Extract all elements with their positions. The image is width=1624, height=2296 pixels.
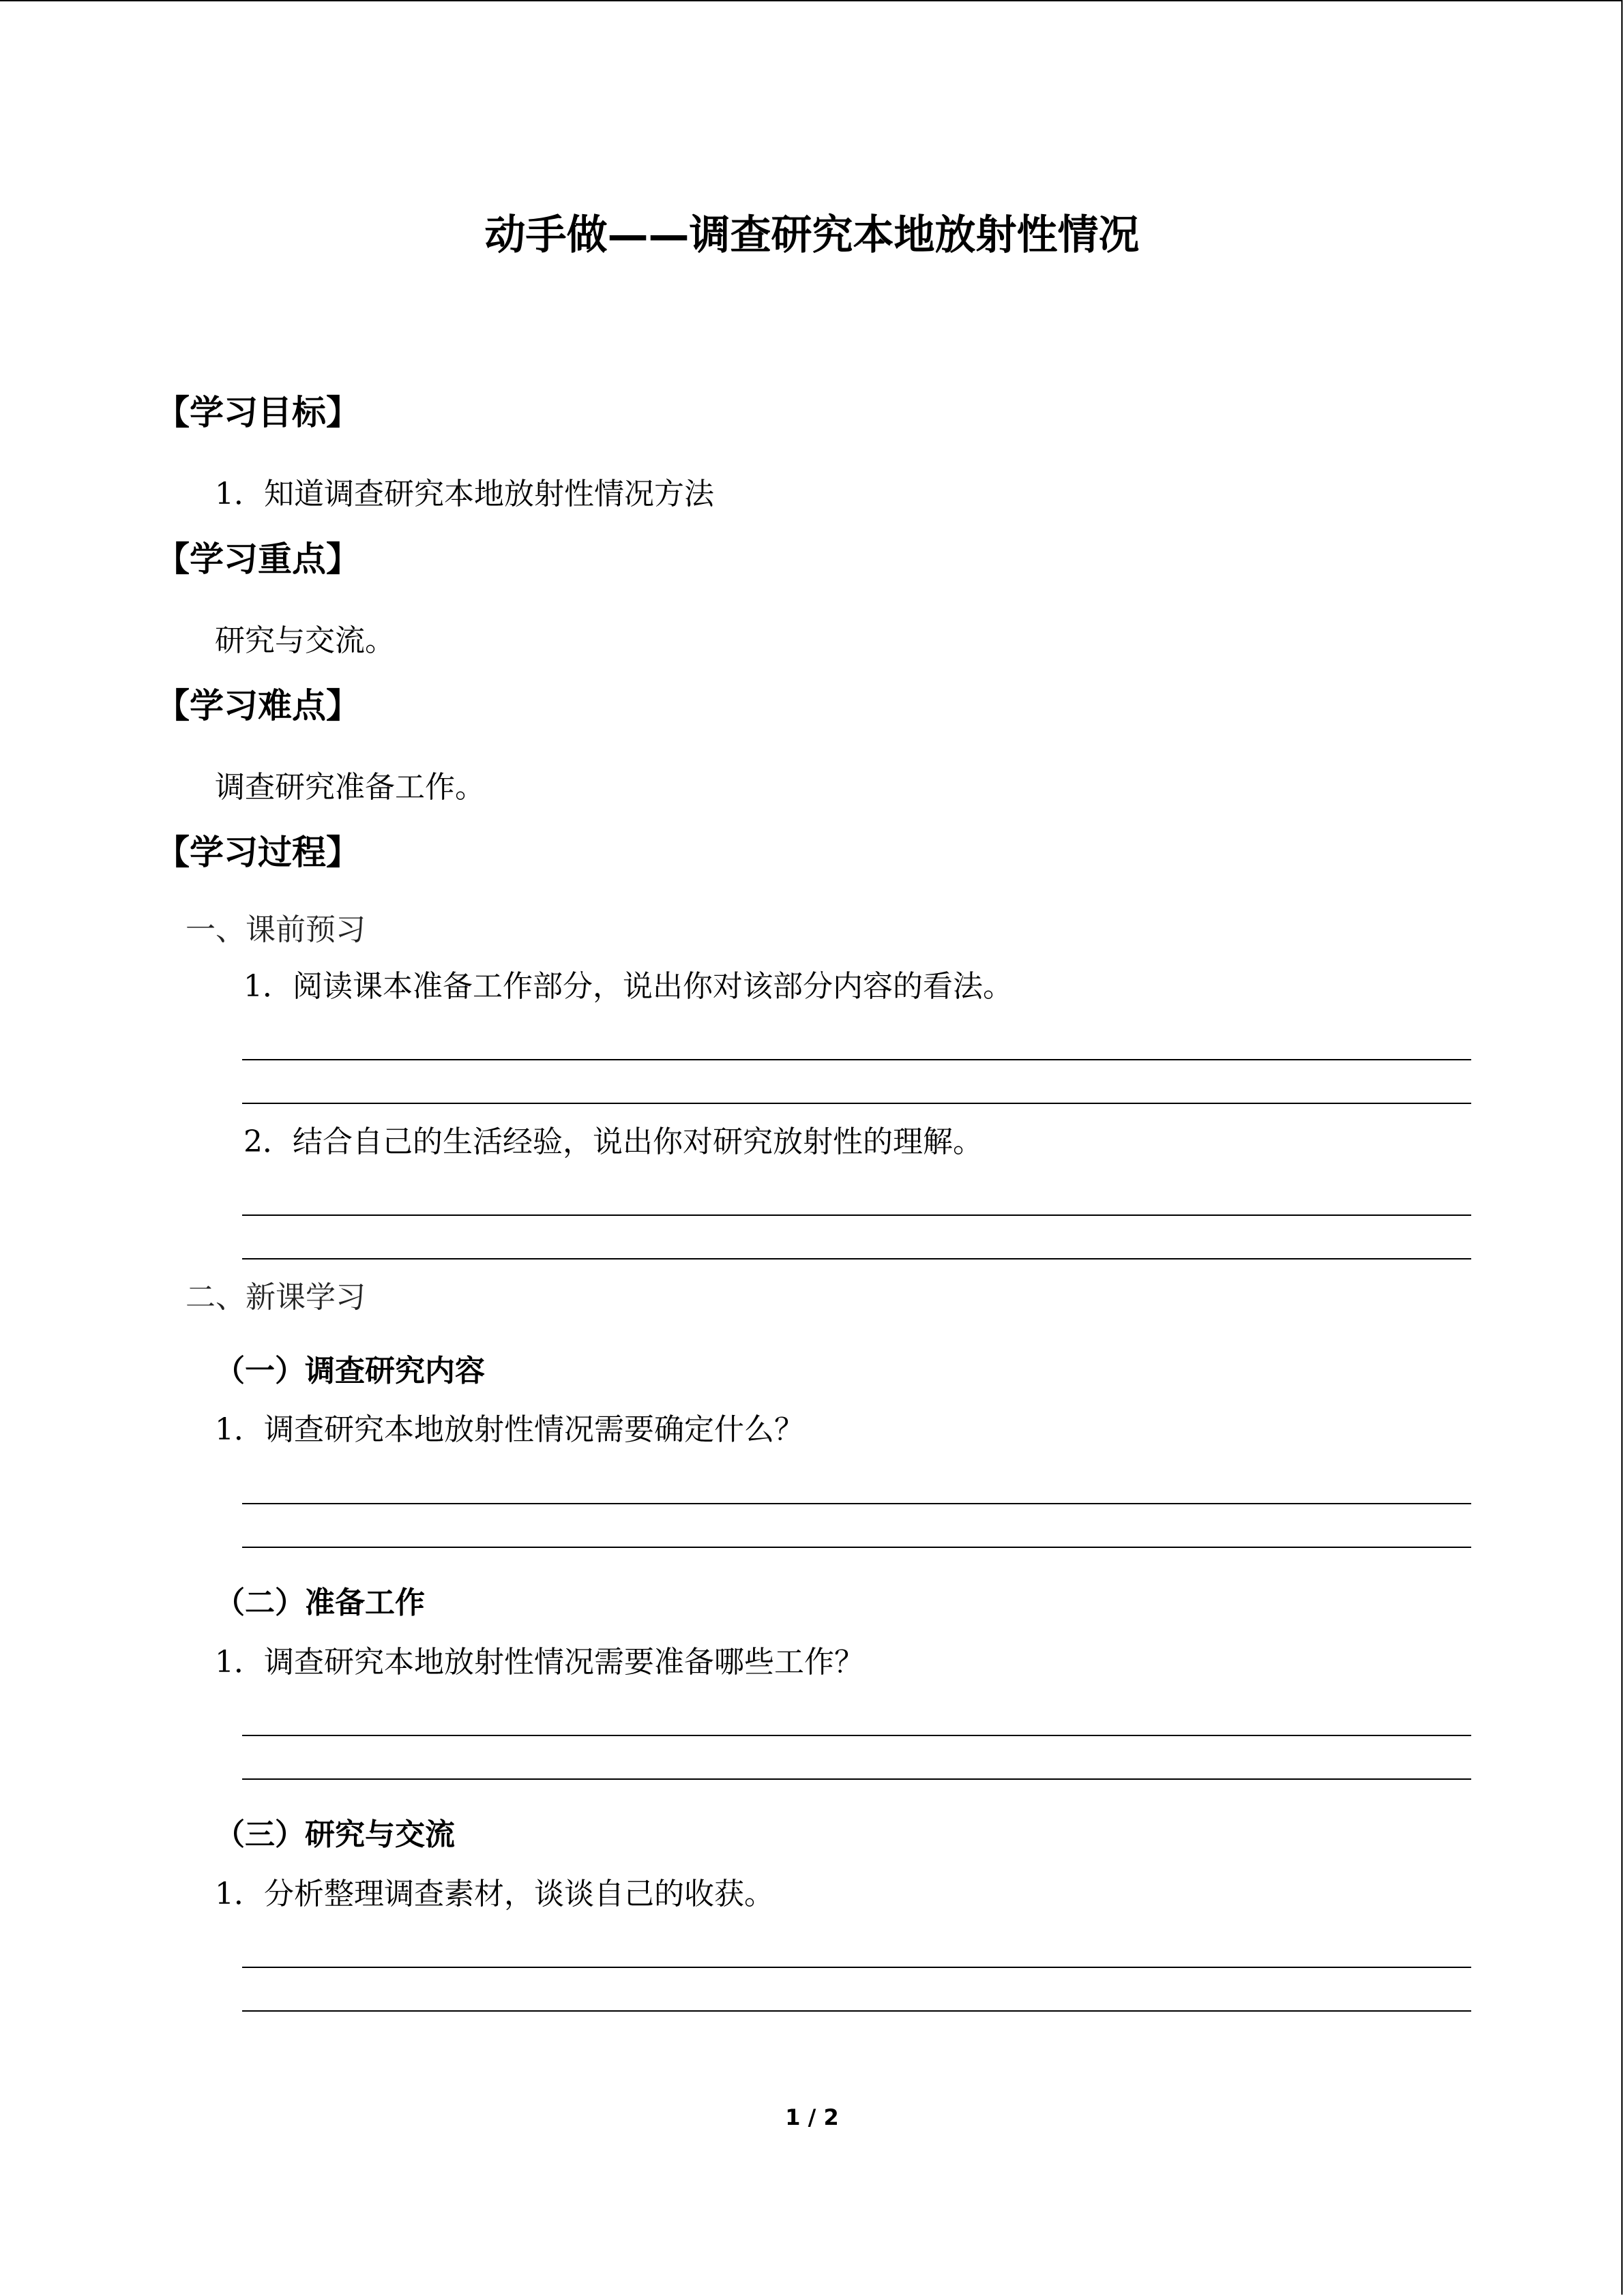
answer-line[interactable] [242,1503,1471,1504]
answer-line[interactable] [242,1735,1471,1736]
part-title-content: （一）调查研究内容 [215,1354,485,1388]
preview-label: 一、课前预习 [186,912,366,947]
objective-item-1: 1．知道调查研究本地放射性情况方法 [215,477,714,511]
part-question-preparation: 1．调查研究本地放射性情况需要准备哪些工作？ [215,1645,864,1680]
answer-line[interactable] [242,1059,1471,1060]
heading-objectives: 【学习目标】 [156,393,360,432]
part-question-research: 1．分析整理调查素材，谈谈自己的收获。 [215,1877,774,1911]
preview-question-1: 1．阅读课本准备工作部分，说出你对该部分内容的看法。 [243,969,1013,1004]
key-points-text: 研究与交流。 [215,623,395,658]
preview-question-2: 2．结合自己的生活经验，说出你对研究放射性的理解。 [243,1124,983,1159]
new-lesson-label: 二、新课学习 [186,1280,366,1315]
answer-line[interactable] [242,1214,1471,1216]
part-question-content: 1．调查研究本地放射性情况需要确定什么？ [215,1412,804,1447]
part-title-preparation: （二）准备工作 [215,1585,425,1620]
page-title: 动手做——调查研究本地放射性情况 [484,211,1140,259]
heading-key-points: 【学习重点】 [156,539,360,579]
answer-line[interactable] [242,1547,1471,1548]
answer-line[interactable] [242,1778,1471,1780]
page-number: 1 / 2 [785,2104,839,2130]
answer-line[interactable] [242,2010,1471,2012]
heading-difficulties: 【学习难点】 [156,686,360,726]
answer-line[interactable] [242,1103,1471,1104]
answer-line[interactable] [242,1967,1471,1968]
heading-process: 【学习过程】 [156,833,360,872]
part-title-research: （三）研究与交流 [215,1817,455,1852]
difficulties-text: 调查研究准备工作。 [215,770,485,805]
answer-line[interactable] [242,1258,1471,1259]
